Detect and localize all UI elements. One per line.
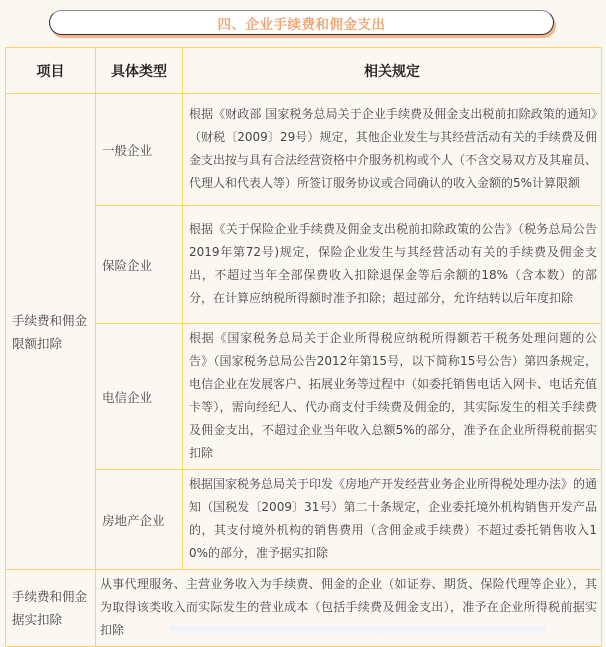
type-cell-real-estate: 房地产企业	[96, 470, 183, 570]
rule-cell-general: 根据《财政部 国家税务总局关于企业手续费及佣金支出税前扣除政策的通知》（财税〔2009〕29号）规定，其他企业发生与其经营活动有关的手续费及佣金支出按与具有合法经营资格中介服务机构或个人（不含交易双方及其雇员、代理人和代表人等）所签订服务协议或合同确认的收入金额的5%计算限额	[183, 94, 602, 206]
rule-cell-real-estate: 根据国家税务总局关于印发《房地产开发经营业务企业所得税处理办法》的通知（国税发〔2009〕31号）第二十条规定，企业委托境外机构销售开发产品的，其支付境外机构的销售费用（含佣金或手续费）不超过委托销售收入10%的部分，准予据实扣除	[183, 470, 602, 570]
table-row	[6, 324, 602, 470]
type-cell-general: 一般企业	[96, 94, 183, 206]
fee-commission-table	[5, 47, 602, 647]
table-row	[6, 470, 602, 570]
table-row	[6, 94, 602, 206]
header-item: 项目	[6, 48, 96, 94]
item-cell-limit-deduction: 手续费和佣金限额扣除	[6, 94, 96, 570]
header-rule: 相关规定	[183, 48, 602, 94]
rule-cell-insurance: 根据《关于保险企业手续费及佣金支出税前扣除政策的公告》（税务总局公告2019年第72号)规定，保险企业发生与其经营活动有关的手续费及佣金支出，不超过当年全部保费收入扣除退保金等后余额的18%（含本数）的部分，在计算应纳税所得额时准予扣除；超过部分，允许结转以后年度扣除	[183, 206, 602, 324]
table-row	[6, 206, 602, 324]
header-type: 具体类型	[96, 48, 183, 94]
item-cell-actual-deduction: 手续费和佣金据实扣除	[6, 570, 96, 647]
rule-cell-telecom: 根据《国家税务总局关于企业所得税应纳税所得额若干税务处理问题的公告》（国家税务总局公告2012年第15号，以下简称15号公告）第四条规定，电信企业在发展客户、拓展业务等过程中（如委托销售电话入网卡、电话充值卡等），需向经纪人、代办商支付手续费及佣金的，其实际发生的相关手续费及佣金支出，不超过企业当年收入总额5%的部分，准予在企业所得税前据实扣除	[183, 324, 602, 470]
table-row	[6, 570, 602, 647]
section-title: 四、企业手续费和佣金支出	[217, 16, 386, 33]
section-title-banner	[49, 10, 554, 35]
type-cell-insurance: 保险企业	[96, 206, 183, 324]
bottom-decoration	[170, 626, 546, 634]
rule-cell-actual-deduction: 从事代理服务、主营业务收入为手续费、佣金的企业（如证券、期货、保险代理等企业），其为取得该类收入而实际发生的营业成本（包括手续费及佣金支出），准予在企业所得税前据实扣除	[96, 570, 602, 647]
table-header-row	[6, 48, 602, 94]
type-cell-telecom: 电信企业	[96, 324, 183, 470]
